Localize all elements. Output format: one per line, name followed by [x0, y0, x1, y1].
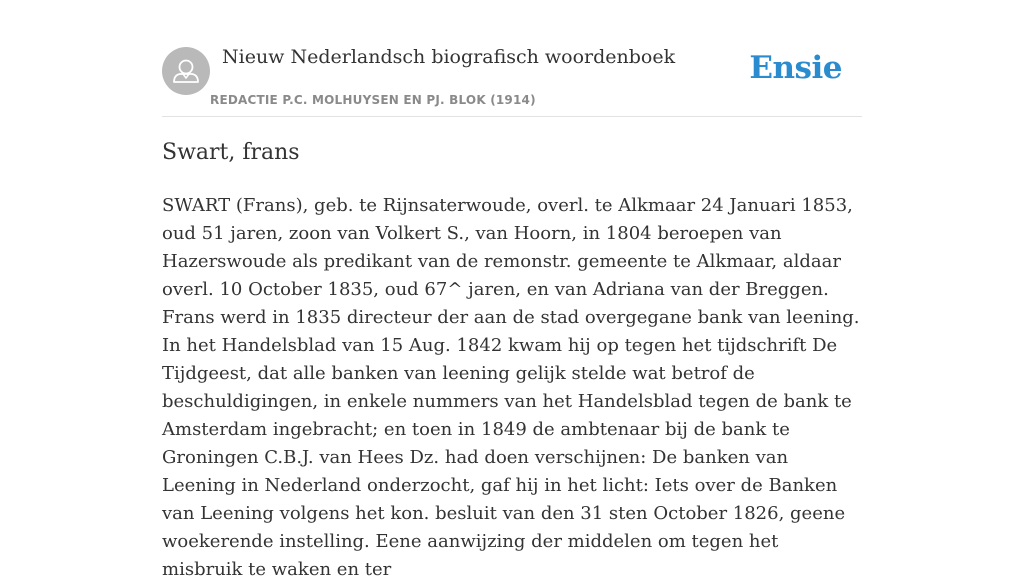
book-header [162, 46, 862, 117]
entry-title: Swart, frans [162, 140, 300, 165]
user-silhouette-icon [162, 47, 210, 95]
entry-body: SWART (Frans), geb. te Rijnsaterwoude, overl. te Alkmaar 24 Januari 1853, oud 51 jaren, zoon van Volkert S., van Hoorn, in 1804 beroepen van Hazerswoude als predikant van de remonstr. gemeente te Alkmaar, aldaar overl. 10 October 1835, oud 67^ jaren, en van Adriana van der Breggen. Frans werd in 1835 directeur der aan de stad overgegane bank van leening. In het Handelsblad van 15 Aug. 1842 kwam hij op tegen het tijdschrift De Tijdgeest, dat alle banken van leening gelijk stelde wat betrof de beschuldigingen, in enkele nummers van het Handelsblad tegen de bank te Amsterdam ingebracht; en toen in 1849 de ambtenaar bij de bank te Groningen C.B.J. van Hees Dz. had doen verschijnen: De banken van Leening in Nederland onderzocht, gaf hij in het licht: Iets over de Banken van Leening volgens het kon. besluit van den 31 sten October 1826, geene woekerende instelling. Eene aanwijzing der middelen om tegen het misbruik te waken en ter [162, 195, 860, 580]
ensie-logo[interactable]: Ensie [749, 50, 842, 86]
editors-label: REDACTIE P.C. MOLHUYSEN EN PJ. BLOK (1914) [210, 93, 536, 107]
book-title[interactable]: Nieuw Nederlandsch biografisch woordenboek [222, 46, 676, 68]
